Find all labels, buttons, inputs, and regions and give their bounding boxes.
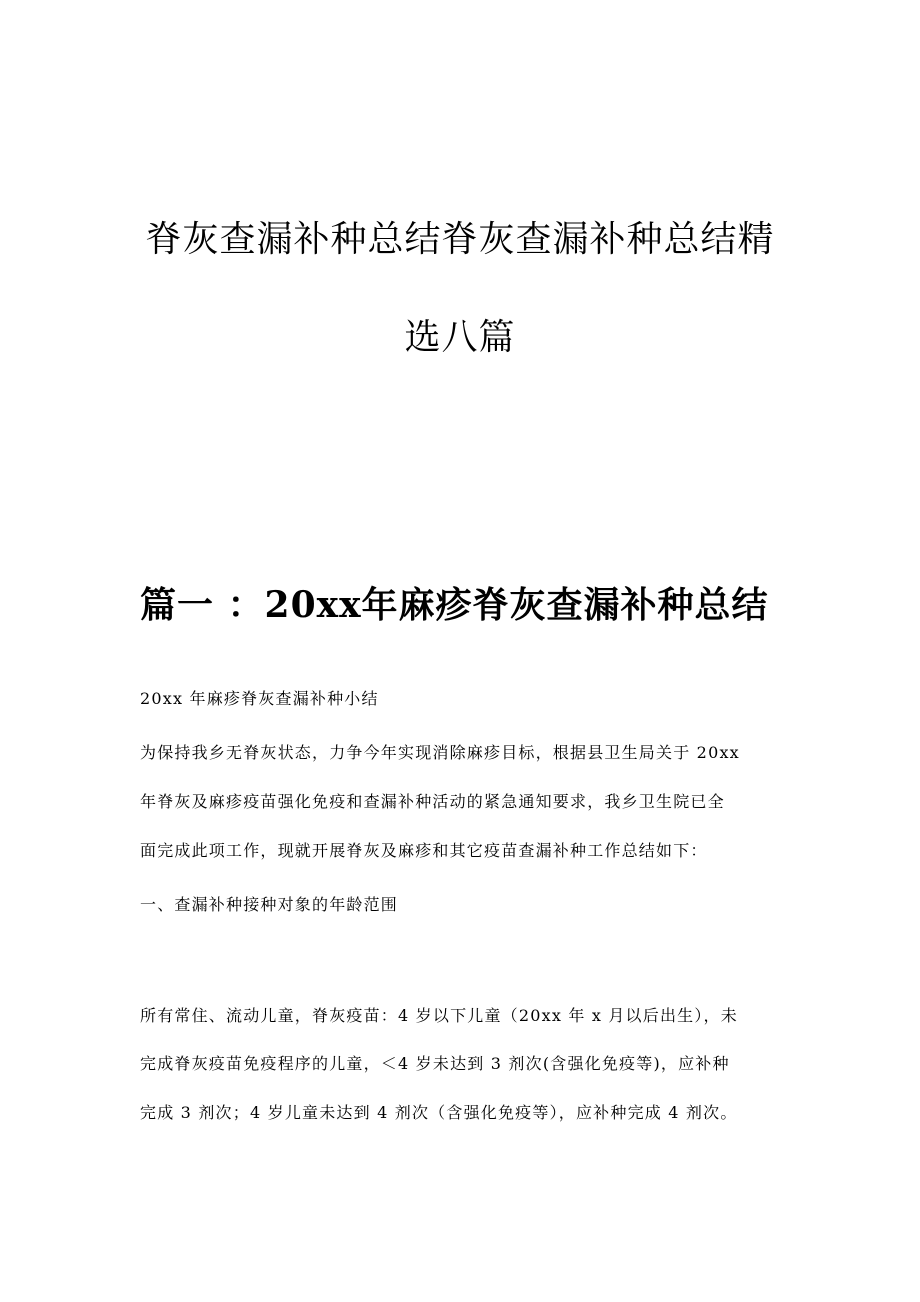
- document-title-line-2: 选八篇: [404, 317, 516, 358]
- paragraph-line: 为保持我乡无脊灰状态，力争今年实现消除麻疹目标，根据县卫生局关于 20xx: [140, 743, 740, 762]
- subheading: 一、查漏补种接种对象的年龄范围: [140, 895, 399, 914]
- paragraph-line: 完成 3 剂次；4 岁儿童未达到 4 剂次（含强化免疫等），应补种完成 4 剂次。: [140, 1103, 738, 1122]
- paragraph-line: 所有常住、流动儿童，脊灰疫苗：4 岁以下儿童（20xx 年 x 月以后出生），未: [140, 1006, 738, 1025]
- document-title-line-1: 脊灰查漏补种总结脊灰查漏补种总结精: [145, 219, 775, 260]
- subtitle: 20xx 年麻疹脊灰查漏补种小结: [140, 689, 379, 708]
- paragraph-line: 完成脊灰疫苗免疫程序的儿童，＜4 岁未达到 3 剂次(含强化免疫等)，应补种: [140, 1054, 730, 1073]
- section-heading: 篇一 ：20xx年麻疹脊灰查漏补种总结: [140, 584, 769, 626]
- paragraph-line: 面完成此项工作，现就开展脊灰及麻疹和其它疫苗查漏补种工作总结如下：: [140, 841, 708, 860]
- paragraph-line: 年脊灰及麻疹疫苗强化免疫和查漏补种活动的紧急通知要求，我乡卫生院已全: [140, 792, 725, 811]
